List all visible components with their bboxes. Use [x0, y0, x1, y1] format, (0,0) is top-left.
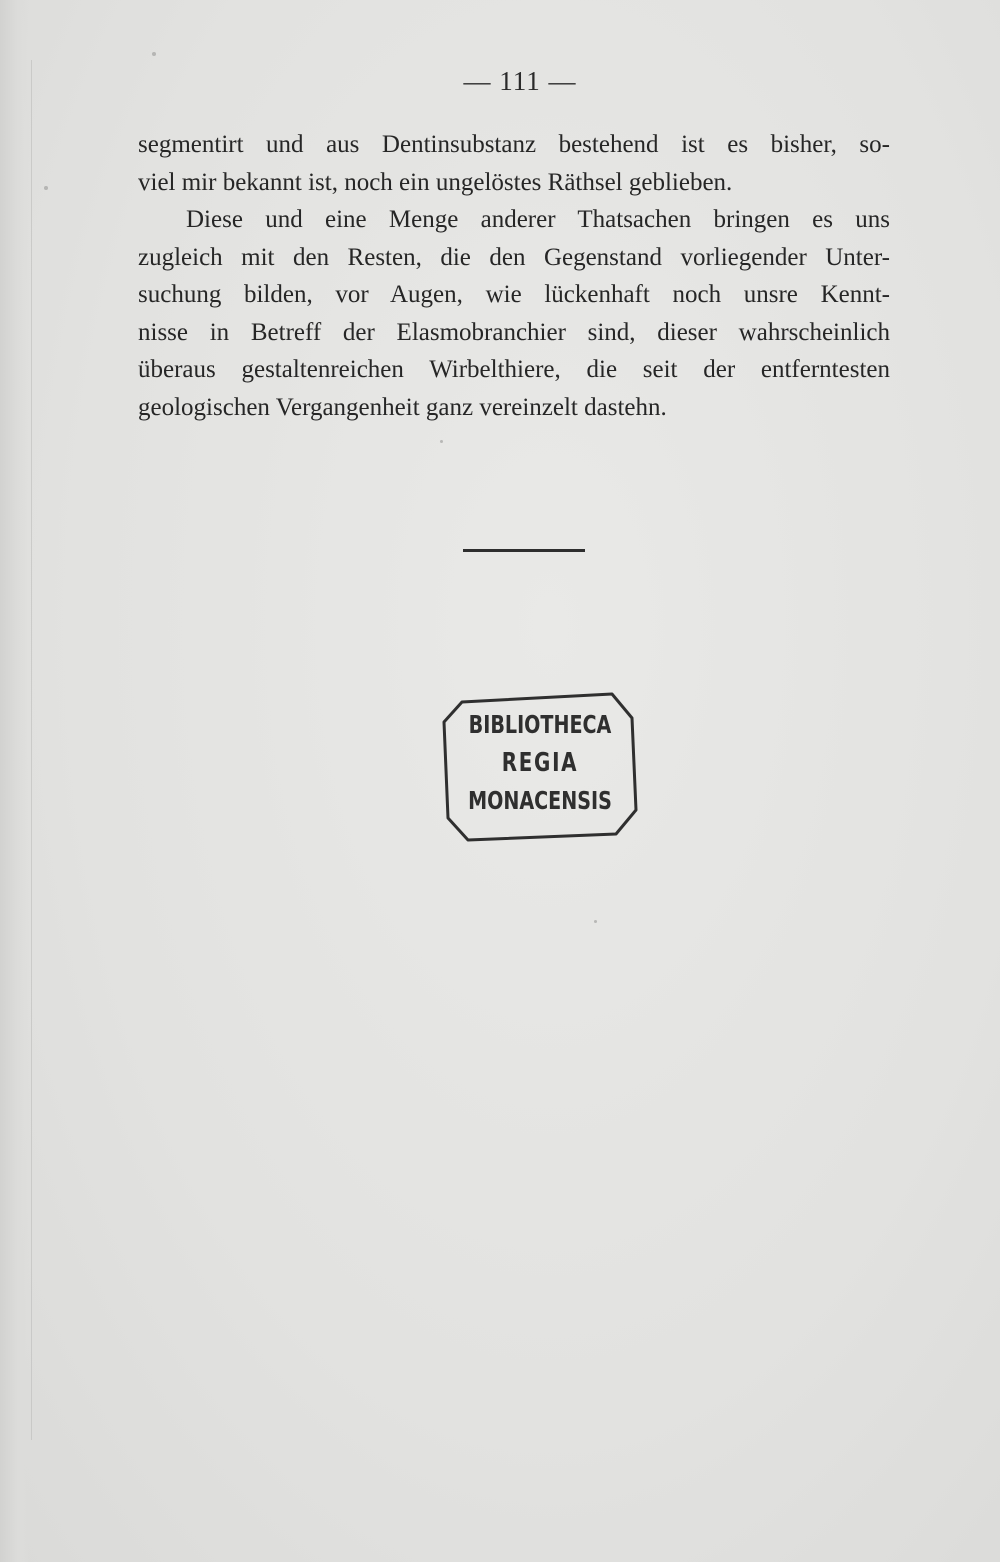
- page-number: — 111 —: [463, 66, 577, 96]
- paragraph-2: [138, 201, 890, 426]
- paper-speck: [440, 440, 443, 443]
- page-edge-line: [31, 60, 32, 1440]
- paper-speck: [152, 52, 156, 56]
- stamp-line-1: BIBLIOTHECA: [468, 710, 612, 739]
- text-line: suchung bilden, vor Augen, wie lückenhaft noch unsre Kennt-: [138, 281, 890, 308]
- text-line: viel mir bekannt ist, noch ein ungelöstes Räthsel geblieben.: [138, 168, 733, 196]
- text-line: nisse in Betreff der Elasmobranchier sind, dieser wahrscheinlich: [138, 318, 890, 346]
- text-line: Diese und eine Menge anderer Thatsachen bringen es uns: [186, 206, 890, 233]
- paper-speck: [44, 186, 48, 190]
- paragraph-1: [138, 126, 890, 201]
- paper-speck: [594, 920, 597, 923]
- stamp-line-2: REGIA: [501, 748, 579, 778]
- text-line: überaus gestaltenreichen Wirbelthiere, die seit der entferntesten: [138, 356, 890, 383]
- text-line: zugleich mit den Resten, die den Gegenstand vorliegender Unter-: [138, 243, 890, 271]
- text-line: segmentirt und aus Dentinsubstanz bestehend ist es bisher, so-: [138, 131, 890, 158]
- body-text: [138, 126, 890, 426]
- library-stamp: [440, 688, 640, 846]
- text-line: geologischen Vergangenheit ganz vereinzelt dastehn.: [138, 393, 667, 421]
- page-gutter-shadow: [0, 0, 30, 1562]
- section-end-rule: [463, 549, 585, 552]
- stamp-line-3: MONACENSIS: [468, 786, 612, 815]
